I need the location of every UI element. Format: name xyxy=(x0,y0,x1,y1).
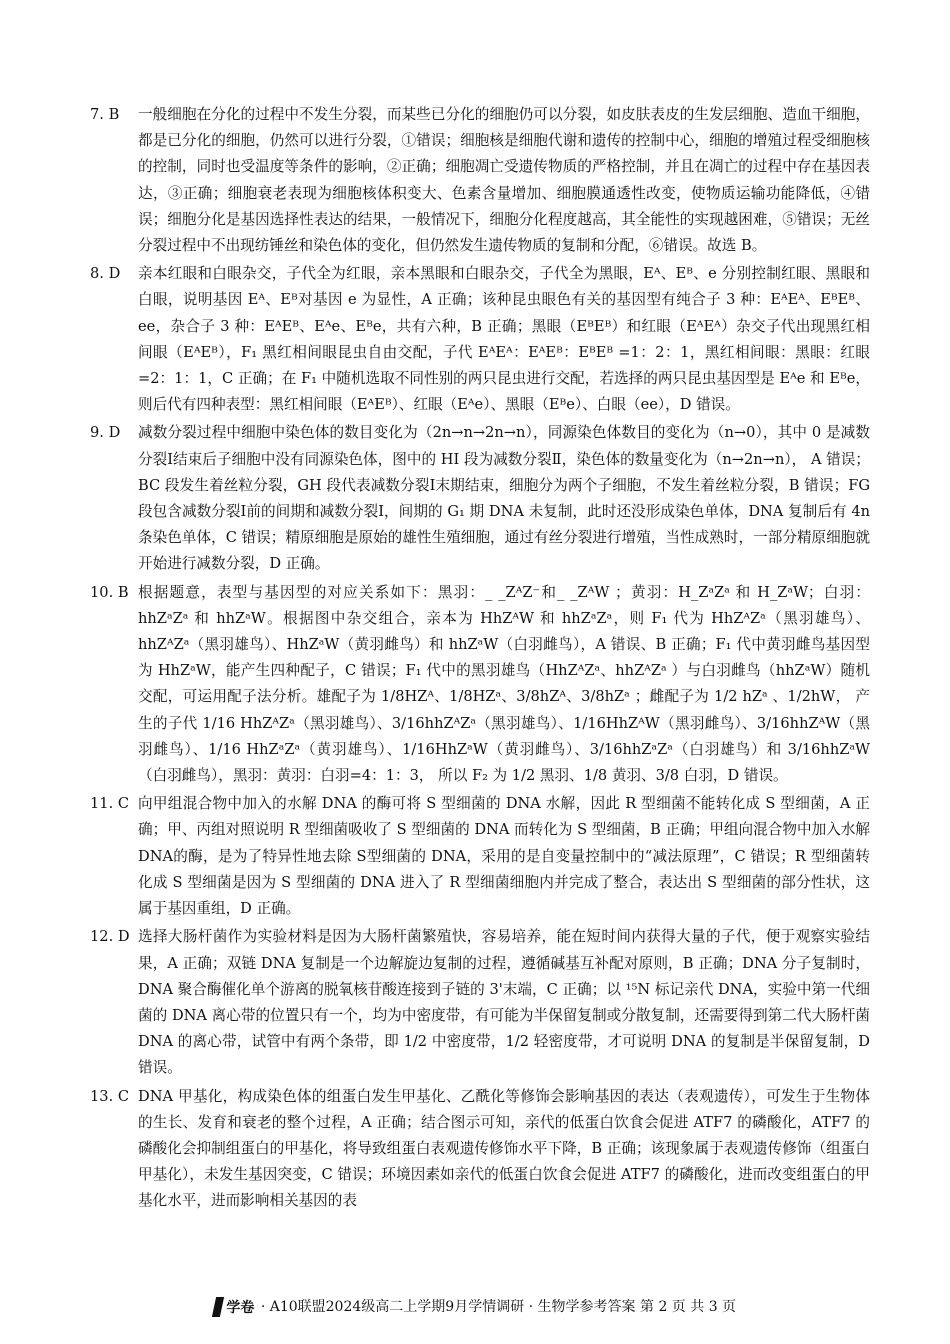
answer-number: 7. B xyxy=(90,106,120,123)
logo-text: 学卷 xyxy=(226,1300,255,1316)
brand-logo xyxy=(214,1297,254,1317)
answer-number: 9. D xyxy=(90,424,121,442)
answer-text: 减数分裂过程中细胞中染色体的数目变化为（2n→n→2n→n），同源染色体数目的变化为（n→0），其中 0 是减数分裂Ⅰ结束后子细胞中没有同源染色体，图中的 HI 段为减数分裂Ⅱ，染色体的数量变化为（n→2n→n）， A 错误；BC 段发生着丝粒分裂，GH 段代表减数分裂Ⅰ末期结束，细胞分为两个子细胞，不发生着丝粒分裂，B 错误；FG 段包含减数分裂Ⅰ前的间期和减数分裂Ⅰ，间期的 G₁ 期 DNA 未复制，此时还没形成染色单体，DNA 复制后有 4n 条染色单体，C 错误；精原细胞是原始的雄性生殖细胞，通过有丝分裂进行增殖，当性成熟时，一部分精原细胞就开始进行减数分裂，D 正确。 xyxy=(138,424,870,573)
footer-text: · A10联盟2024级高二上学期9月学情调研 · 生物学参考答案 第 2 页 共 3 页 xyxy=(260,1299,737,1315)
answer-text: 根据题意，表型与基因型的对应关系如下：黑羽：_ _ZᴬZ⁻和_ _ZᴬW ；黄羽：H_ZᵃZᵃ 和 H_ZᵃW；白羽：hhZᵃZᵃ 和 hhZᵃW。根据图中杂交组合，亲本为 HhZᴬW 和 hhZᵃZᵃ，则 F₁ 代为 HhZᴬZᵃ（黑羽雄鸟）、hhZᴬZᵃ（黑羽雄鸟）、HhZᵃW（黄羽雌鸟）和 hhZᵃW（白羽雌鸟），A 错误、B 正确；F₁ 代中黄羽雌鸟基因型为 HhZᵃW，能产生四种配子，C 错误；F₁ 代中的黑羽雄鸟（HhZᴬZᵃ、hhZᴬZᵃ ）与白羽雌鸟（hhZᵃW）随机交配，可运用配子法分析。雄配子为 1/8HZᴬ、1/8HZᵃ、3/8hZᴬ、3/8hZᵃ ；雌配子为 1/2 hZᵃ 、1/2hW， 产生的子代 1/16 HhZᴬZᵃ（黑羽雄鸟）、3/16hhZᴬZᵃ（黑羽雄鸟）、1/16HhZᴬW（黑羽雌鸟）、3/16hhZᴬW（黑羽雌鸟）、1/16 HhZᵃZᵃ（黄羽雄鸟）、1/16HhZᵃW（黄羽雌鸟）、3/16hhZᵃZᵃ（白羽雄鸟）和 3/16hhZᵃW（白羽雌鸟），黑羽：黄羽：白羽=4：1：3， 所以 F₂ 为 1/2 黑羽、1/8 黄羽、3/8 白羽，D 错误。 xyxy=(138,583,870,785)
answer-text: 一般细胞在分化的过程中不发生分裂，而某些已分化的细胞仍可以分裂，如皮肤表皮的生发层细胞、造血干细胞，都是已分化的细胞，仍然可以进行分裂，①错误；细胞核是细胞代谢和遗传的控制中心，细胞的增殖过程受细胞核的控制，同时也受温度等条件的影响，②正确；细胞凋亡受遗传物质的严格控制，并且在凋亡的过程中存在基因表达，③正确；细胞衰老表现为细胞核体积变大、色素含量增加、细胞膜通透性改变，使物质运输功能降低，④错误；细胞分化是基因选择性表达的结果，一般情况下，细胞分化程度越高，其全能性的实现越困难，⑤错误；无丝分裂过程中不出现纺锤丝和染色体的变化，但仍然发生遗传物质的复制和分配，⑥错误。故选 B。 xyxy=(138,106,870,255)
answer-number: 11. C xyxy=(90,795,130,813)
answer-item-9 xyxy=(90,420,870,577)
answer-item-8 xyxy=(90,261,870,418)
answer-item-12 xyxy=(90,924,870,1081)
answer-number: 12. D xyxy=(90,928,130,946)
answer-text: DNA 甲基化，构成染色体的组蛋白发生甲基化、乙酰化等修饰会影响基因的表达（表观遗传），可发生于生物体的生长、发育和衰老的整个过程，A 正确；结合图示可知，亲代的低蛋白饮食会促进 ATF7 的磷酸化，ATF7 的磷酸化会抑制组蛋白的甲基化，将导致组蛋白表观遗传修饰水平下降，B 正确；该现象属于表观遗传修饰（组蛋白甲基化），未发生基因突变，C 错误；环境因素如亲代的低蛋白饮食会促进 ATF7 的磷酸化，进而改变组蛋白的甲基化水平，进而影响相关基因的表 xyxy=(138,1087,870,1210)
answer-text: 选择大肠杆菌作为实验材料是因为大肠杆菌繁殖快，容易培养，能在短时间内获得大量的子代，便于观察实验结果，A 正确；双链 DNA 复制是一个边解旋边复制的过程，遵循碱基互补配对原则，B 正确；DNA 分子复制时，DNA 聚合酶催化单个游离的脱氧核苷酸连接到子链的 3'末端，C 正确；以 ¹⁵N 标记亲代 DNA，实验中第一代细菌的 DNA 离心带的位置只有一个，均为中密度带，有可能为半保留复制或分散复制，还需要得到第二代大肠杆菌 DNA 的离心带，试管中有两个条带，即 1/2 中密度带，1/2 轻密度带，才可说明 DNA 的复制是半保留复制，D 错误。 xyxy=(138,928,870,1077)
answer-text: 向甲组混合物中加入的水解 DNA 的酶可将 S 型细菌的 DNA 水解，因此 R 型细菌不能转化成 S 型细菌，A 正确；甲、丙组对照说明 R 型细菌吸收了 S 型细菌的 DNA 而转化为 S 型细菌，B 正确；甲组向混合物中加入水解 DNA的酶，是为了特异性地去除 S型细菌的 DNA，采用的是自变量控制中的“减法原理”，C 错误；R 型细菌转化成 S 型细菌是因为 S 型细菌的 DNA 进入了 R 型细菌细胞内并完成了整合，表达出 S 型细菌的部分性状，这属于基因重组，D 正确。 xyxy=(138,795,870,918)
answer-number: 13. C xyxy=(90,1087,130,1105)
answer-item-13 xyxy=(90,1084,870,1215)
answer-number: 8. D xyxy=(90,265,121,283)
answer-number: 10. B xyxy=(90,583,129,601)
answer-item-10 xyxy=(90,580,870,790)
answer-text: 亲本红眼和白眼杂交，子代全为红眼，亲本黑眼和白眼杂交，子代全为黑眼，Eᴬ、Eᴮ、e 分别控制红眼、黑眼和白眼，说明基因 Eᴬ、Eᴮ对基因 e 为显性，A 正确；该种昆虫眼色有关的基因型有纯合子 3 种：EᴬEᴬ、EᴮEᴮ、ee，杂合子 3 种：EᴬEᴮ、Eᴬe、Eᴮe，共有六种，B 正确；黑眼（EᴮEᴮ）和红眼（EᴬEᴬ）杂交子代出现黑红相间眼（EᴬEᴮ），F₁ 黑红相间眼昆虫自由交配，子代 EᴬEᴬ：EᴬEᴮ：EᴮEᴮ =1：2：1，黑红相间眼：黑眼：红眼=2：1：1，C 正确；在 F₁ 中随机选取不同性别的两只昆虫进行交配，若选择的两只昆虫基因型是 Eᴬe 和 Eᴮe，则后代有四种表型：黑红相间眼（EᴬEᴮ）、红眼（Eᴬe）、黑眼（Eᴮe）、白眼（ee），D 错误。 xyxy=(138,265,870,414)
answer-list xyxy=(90,102,870,1217)
logo-mark-icon xyxy=(212,1297,224,1317)
answer-item-7 xyxy=(90,102,870,259)
answer-item-11 xyxy=(90,791,870,922)
page-footer xyxy=(0,1296,950,1317)
